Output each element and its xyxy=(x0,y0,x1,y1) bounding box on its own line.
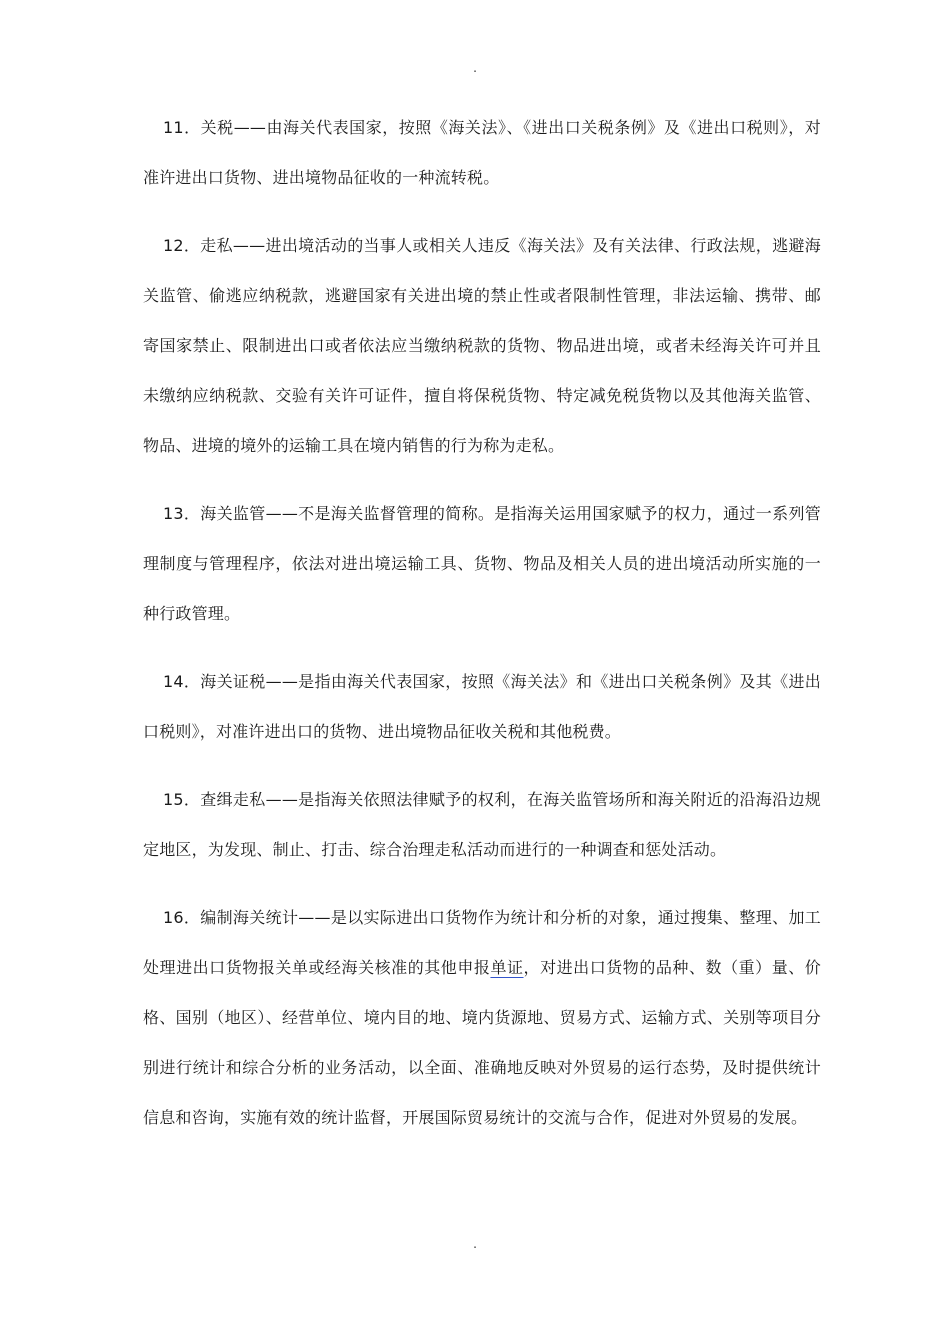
paragraph-text: 海关证税——是指由海关代表国家，按照《海关法》和《进出口关税条例》及其《进出口税则》，对准许进出口的货物、进出境物品征收关税和其他税费。 xyxy=(143,672,821,741)
document-body xyxy=(143,103,821,1161)
paragraph-text: 编制海关统计——是以实际进出口货物作为统计和分析的对象，通过搜集、整理、加工处理进出口货物报关单或经海关核准的其他申报 xyxy=(143,908,821,977)
paragraph-text: 走私——进出境活动的当事人或相关人违反《海关法》及有关法律、行政法规，逃避海关监管、偷逃应纳税款，逃避国家有关进出境的禁止性或者限制性管理，非法运输、携带、邮寄国家禁止、限制进出口或者依法应当缴纳税款的货物、物品进出境，或者未经海关许可并且未缴纳应纳税款、交验有关许可证件，擅自将保税货物、特定减免税货物以及其他海关监管、物品、进境的境外的运输工具在境内销售的行为称为走私。 xyxy=(143,236,821,455)
paragraph-number: 13． xyxy=(163,504,201,523)
paragraph-text-continued: ，对进出口货物的品种、数（重）量、价格、国别（地区）、经营单位、境内目的地、境内货源地、贸易方式、运输方式、关别等项目分别进行统计和综合分析的业务活动，以全面、准确地反映对外贸易的运行态势，及时提供统计信息和咨询，实施有效的统计监督，开展国际贸易统计的交流与合作，促进对外贸易的发展。 xyxy=(143,958,821,1127)
paragraph-14 xyxy=(143,657,821,757)
paragraph-text: 关税——由海关代表国家，按照《海关法》、《进出口关税条例》及《进出口税则》，对准许进出口货物、进出境物品征收的一种流转税。 xyxy=(143,118,821,187)
underlined-word: 单证 xyxy=(490,958,524,977)
page-bottom-mark: . xyxy=(473,1237,477,1251)
paragraph-number: 14． xyxy=(163,672,201,691)
paragraph-15 xyxy=(143,775,821,875)
paragraph-number: 12． xyxy=(163,236,201,255)
paragraph-text: 查缉走私——是指海关依照法律赋予的权利，在海关监管场所和海关附近的沿海沿边规定地区，为发现、制止、打击、综合治理走私活动而进行的一种调查和惩处活动。 xyxy=(143,790,821,859)
paragraph-number: 16． xyxy=(163,908,201,927)
paragraph-16 xyxy=(143,893,821,1143)
paragraph-13 xyxy=(143,489,821,639)
paragraph-11 xyxy=(143,103,821,203)
paragraph-number: 15． xyxy=(163,790,201,809)
paragraph-text: 海关监管——不是海关监督管理的简称。是指海关运用国家赋予的权力，通过一系列管理制度与管理程序，依法对进出境运输工具、货物、物品及相关人员的进出境活动所实施的一种行政管理。 xyxy=(143,504,821,623)
paragraph-number: 11． xyxy=(163,118,201,137)
page-top-mark: . xyxy=(473,61,477,75)
paragraph-12 xyxy=(143,221,821,471)
